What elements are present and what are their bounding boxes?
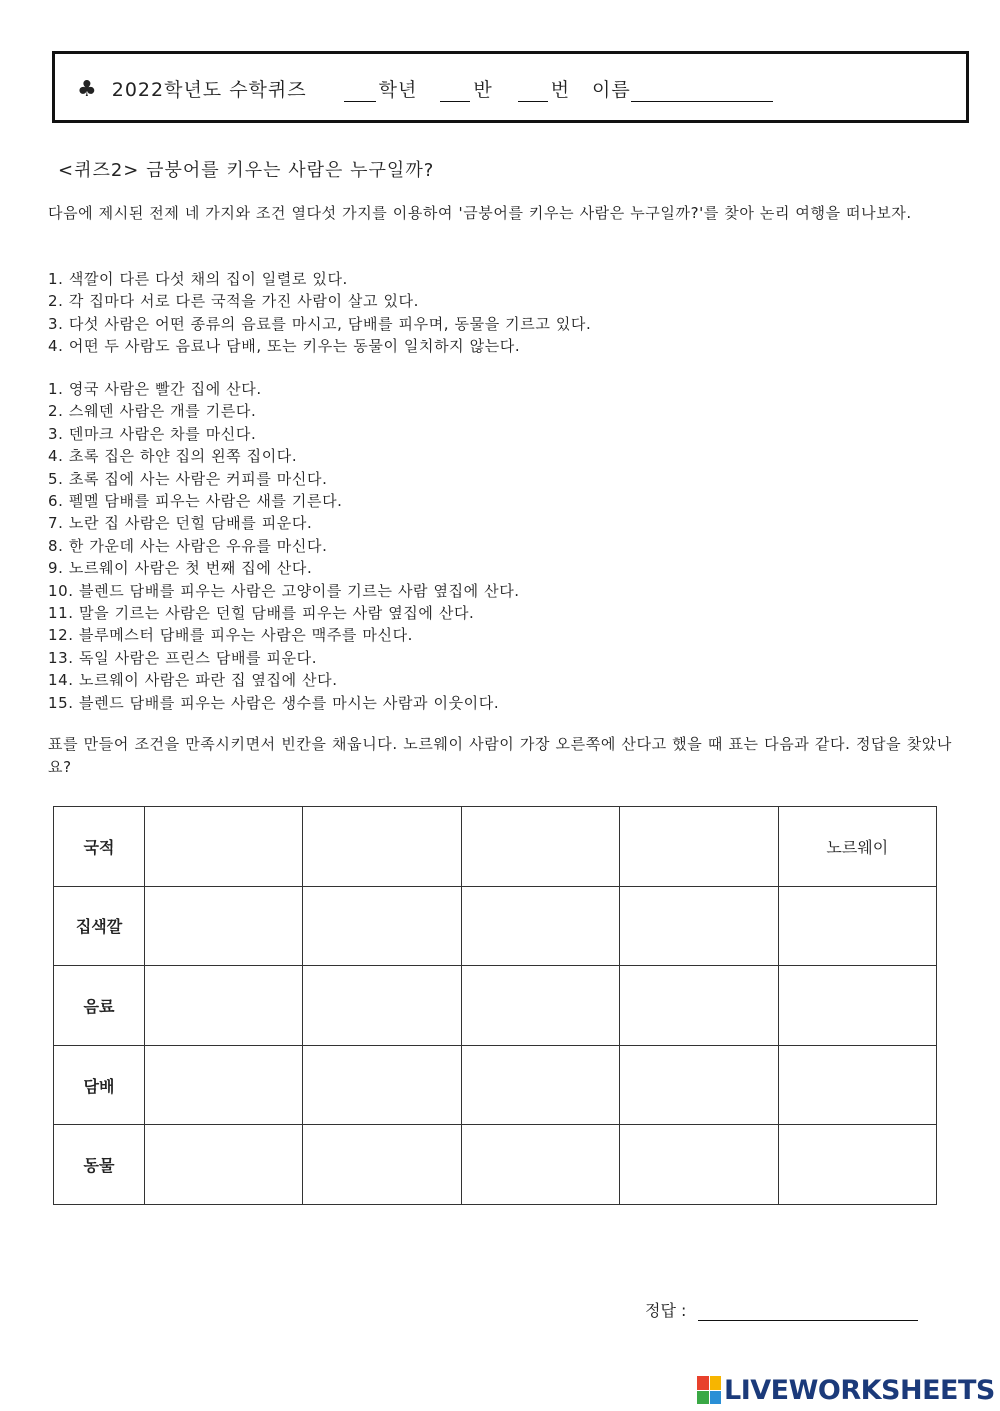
table-cell[interactable] xyxy=(778,1125,936,1205)
outro-paragraph: 표를 만들어 조건을 만족시키면서 빈칸을 채웁니다. 노르웨이 사람이 가장 오른쪽에 산다고 했을 때 표는 다음과 같다. 정답을 찾았나요? xyxy=(48,735,952,776)
row-header: 동물 xyxy=(54,1125,145,1205)
table-cell[interactable] xyxy=(461,1045,619,1125)
premises-list xyxy=(48,268,591,358)
table-cell[interactable] xyxy=(461,966,619,1046)
condition-item: 9. 노르웨이 사람은 첫 번째 집에 산다. xyxy=(48,559,313,578)
premise-item: 3. 다섯 사람은 어떤 종류의 음료를 마시고, 담배를 피우며, 동물을 기르고 있다. xyxy=(48,314,592,333)
table-cell[interactable] xyxy=(303,886,461,966)
header-box xyxy=(52,51,969,123)
table-cell[interactable] xyxy=(145,1045,303,1125)
table-cell[interactable] xyxy=(145,966,303,1046)
logo-square xyxy=(697,1391,709,1405)
table-row xyxy=(54,1125,937,1205)
table-row xyxy=(54,886,937,966)
quiz-title: <퀴즈2> 금붕어를 키우는 사람은 누구일까? xyxy=(58,160,435,181)
table-cell[interactable] xyxy=(778,1045,936,1125)
table-cell[interactable] xyxy=(620,886,778,966)
intro-paragraph: 다음에 제시된 전제 네 가지와 조건 열다섯 가지를 이용하여 '금붕어를 키우는 사람은 누구일까?'를 찾아 논리 여행을 떠나보자. xyxy=(48,204,912,222)
condition-item: 7. 노란 집 사람은 던힐 담배를 피운다. xyxy=(48,514,313,533)
row-header: 집색깔 xyxy=(54,886,145,966)
condition-item: 5. 초록 집에 사는 사람은 커피를 마신다. xyxy=(48,469,328,488)
row-header: 음료 xyxy=(54,966,145,1046)
table-row xyxy=(54,966,937,1046)
condition-item: 6. 펠멜 담배를 피우는 사람은 새를 기른다. xyxy=(48,492,343,511)
answer-blank[interactable] xyxy=(698,1299,918,1321)
row-header: 담배 xyxy=(54,1045,145,1125)
table-row xyxy=(54,807,937,887)
logo-square xyxy=(697,1376,709,1390)
logo-square xyxy=(710,1391,722,1405)
table-cell[interactable] xyxy=(303,1125,461,1205)
condition-item: 2. 스웨덴 사람은 개를 기른다. xyxy=(48,402,257,421)
condition-item: 4. 초록 집은 하얀 집의 왼쪽 집이다. xyxy=(48,447,298,466)
table-cell[interactable] xyxy=(620,1045,778,1125)
logo-square xyxy=(710,1376,722,1390)
number-blank[interactable] xyxy=(518,82,548,102)
table-cell[interactable] xyxy=(145,886,303,966)
grade-label: 학년 xyxy=(378,79,418,101)
grade-blank[interactable] xyxy=(344,82,376,102)
condition-item: 15. 블렌드 담배를 피우는 사람은 생수를 마시는 사람과 이웃이다. xyxy=(48,693,500,712)
table-cell[interactable] xyxy=(778,886,936,966)
condition-item: 11. 말을 기르는 사람은 던힐 담배를 피우는 사람 옆집에 산다. xyxy=(48,604,475,623)
answer-label: 정답 : xyxy=(645,1301,687,1320)
table-cell[interactable] xyxy=(620,966,778,1046)
condition-item: 3. 덴마크 사람은 차를 마신다. xyxy=(48,424,257,443)
table-cell[interactable] xyxy=(303,966,461,1046)
premise-item: 4. 어떤 두 사람도 음료나 담배, 또는 키우는 동물이 일치하지 않는다. xyxy=(48,337,521,356)
header-line xyxy=(77,75,776,102)
premise-item: 1. 색깔이 다른 다섯 채의 집이 일렬로 있다. xyxy=(48,270,348,288)
liveworksheets-logo xyxy=(697,1375,995,1405)
table-cell[interactable] xyxy=(303,807,461,887)
table-cell[interactable] xyxy=(620,807,778,887)
condition-item: 10. 블렌드 담배를 피우는 사람은 고양이를 기르는 사람 옆집에 산다. xyxy=(48,581,520,600)
puzzle-table xyxy=(53,806,937,1205)
table-cell[interactable] xyxy=(145,807,303,887)
answer-area xyxy=(645,1298,918,1321)
brand-text: LIVEWORKSHEETS xyxy=(724,1374,995,1406)
table-cell[interactable] xyxy=(461,1125,619,1205)
name-label: 이름 xyxy=(592,79,631,101)
premise-item: 2. 각 집마다 서로 다른 국적을 가진 사람이 살고 있다. xyxy=(48,292,419,311)
number-label: 번 xyxy=(550,79,571,101)
table-cell[interactable]: 노르웨이 xyxy=(778,807,936,887)
table-cell[interactable] xyxy=(145,1125,303,1205)
name-blank[interactable] xyxy=(631,82,773,102)
condition-item: 14. 노르웨이 사람은 파란 집 옆집에 산다. xyxy=(48,671,338,690)
table-cell[interactable] xyxy=(620,1125,778,1205)
quiz-series-title: 2022학년도 수학퀴즈 xyxy=(111,79,307,101)
table-row xyxy=(54,1045,937,1125)
class-label: 반 xyxy=(473,79,493,101)
table-cell[interactable] xyxy=(303,1045,461,1125)
row-header: 국적 xyxy=(54,807,145,887)
table-cell[interactable] xyxy=(461,807,619,887)
table-cell[interactable] xyxy=(778,966,936,1046)
liveworksheets-logo-icon xyxy=(697,1376,721,1404)
condition-item: 13. 독일 사람은 프린스 담배를 피운다. xyxy=(48,648,318,667)
conditions-list xyxy=(48,378,520,714)
condition-item: 1. 영국 사람은 빨간 집에 산다. xyxy=(48,380,262,398)
class-blank[interactable] xyxy=(440,82,470,102)
condition-item: 12. 블루메스터 담배를 피우는 사람은 맥주를 마신다. xyxy=(48,626,414,645)
club-icon: ♣ xyxy=(77,77,98,102)
table-cell[interactable] xyxy=(461,886,619,966)
condition-item: 8. 한 가운데 사는 사람은 우유를 마신다. xyxy=(48,536,328,555)
